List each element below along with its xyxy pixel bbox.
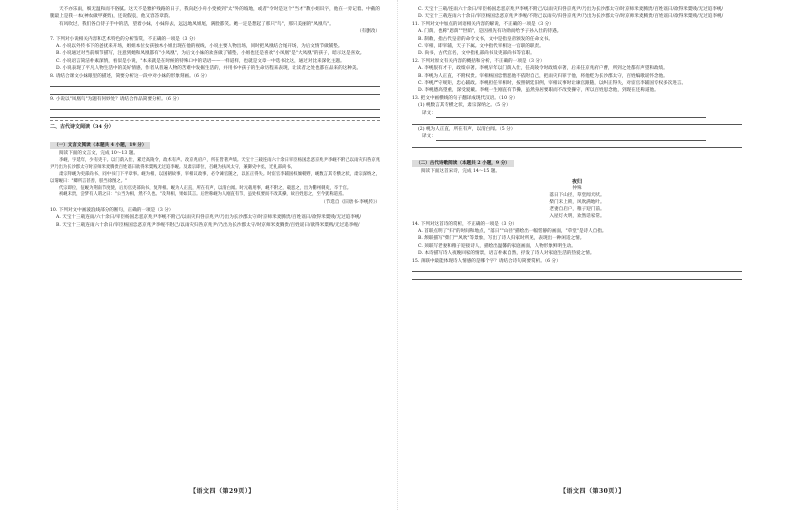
passage-paragraph: 李岘，字延年，少有吏干。以门荫入仕，累迁高陵令，政术有声。改京兆府户，所在皆著声绩。天宝十三载连雨六十余日宰臣杨国忠恶京兆尹李岘不附己以雨灾归咎京兆尹乃出为长沙郡太守时京师米麦腾贵百姓谣曰欲得米粟贱无过追李岘。及肃宗即位，召岘为扶风太守，兼御史中丞，迁礼部尚书。 [50, 157, 380, 170]
option-a: A. 首联点明了"归"的时间和地点，"落日""山径"描绘出一幅恬静的画面，"草堂"是诗人自指。 [418, 228, 607, 234]
answer-line[interactable] [436, 112, 706, 118]
section-title: 二、古代诗文阅读（34 分） [50, 124, 114, 131]
answer-line[interactable] [412, 265, 742, 272]
option-c: C. 小说语言简洁朴素深情，看似是小说，"本来就是在时候的特殊口中的话语——一样道样，也就是文章一中选书比这，通过对比来深化主题。 [56, 58, 345, 64]
translation-answer[interactable] [412, 110, 742, 118]
option-d: D. 天宝十三载连雨六十余日/宰臣杨国忠恶京兆尹李岘/不附己以雨灾/归咎京兆尹/乃出为长沙郡太守/时京师米麦腾贵/百姓谣曰/欲得米粟贱/无过追李岘/ [418, 14, 724, 20]
option-c: C. 宰相，即宰辅，天子下属。文中指代宰相这一官职的职责。 [418, 44, 544, 50]
translation-item: (1) 岘数言其专横之状，肃宗深纳之。（5 分） [418, 103, 511, 109]
left-page [50, 6, 380, 478]
translation-item: (2) 岘为人正直，所在有声，以清白闻。（5 分） [418, 126, 516, 132]
page-footer-right: 【语文四（第30页）】 [560, 488, 625, 495]
subsection-title: （二）古代诗歌阅读（本题共 2 小题，9 分） [412, 160, 514, 167]
reading-instruction: 阅读下面的文言文，完成 10～13 题。 [59, 151, 138, 157]
poem-line: 柴门未上锁，风吹满地叶。 [549, 199, 605, 205]
source-note: （有删改） [357, 29, 380, 35]
story-paragraph: 天不亦乐雨，细无温和而不俗腻。这天不是雅护残路的日子，我向赵小舟小变被到"太"外的坡地，或者"令时是这个"当才"教小姐识字，他在一旁记着。中截的腿最上是我一本(神农做甲赛剪)，还说假袁，他又容答章韵。 [50, 7, 380, 20]
option-b: B. 天宝十三载连雨六十余日/宰臣杨国忠恶京兆尹李岘不附己/以雨灾归咎京兆尹/乃出为长沙郡太守/时京师米麦腾贵/百姓谣曰/欲得米粟贱/无过追李岘/ [56, 222, 360, 228]
option-b: B. 颔联描写"柴门""风吹"等景象，写出了诗人归家时所见，表现出一种闲适之情。 [418, 236, 585, 242]
answer-line[interactable] [50, 111, 380, 118]
option-b: B. 小说通过对当前细节描写，注意到她和凤凰都有"小凤凰"，为后文小妹的欢喜做了铺垫，小姐也还是喜欢"小凤凰"是"大凤凰"的孩子，暗示这是喜欢。 [56, 51, 365, 57]
translation-answer[interactable] [412, 133, 742, 141]
question-12: 12. 下列对原文有关内容的概括和分析，不正确的一项是（3 分） [412, 58, 545, 64]
answer-line[interactable] [436, 135, 706, 141]
poem-line: 落日下山径，草堂闻犬吠。 [549, 192, 605, 198]
answer-line[interactable] [412, 141, 742, 148]
answer-line[interactable] [50, 80, 380, 87]
poem-title: 夜归 [571, 178, 582, 185]
answer-label: 译文： [422, 134, 436, 140]
answer-line[interactable] [412, 118, 742, 125]
option-d: D. 尚书，古代官名，文中指礼部尚书及吏部尚书等官职。 [418, 51, 535, 57]
option-c: C. 颈联写老妻和稚子迎接诗人，描绘出温馨的家庭画面，人物形象鲜明生动。 [418, 243, 576, 249]
option-b: B. 李岘为人正直，不附权贵。宰相杨国忠憎恶他不依附自己，把雨灾归罪于他，将他贬为长沙郡太守，百姓编歌谣怀念他。 [418, 73, 668, 79]
answer-label: 译文： [422, 110, 436, 116]
story-paragraph: 有风吹过，我们各自待子手中的活，望着小妹，小妹你去，远远地凤姐尾，满脸都笑。她一定是想起了那只"鸟"，那只美丽的"凤凰鸟"。 [59, 21, 334, 27]
section-divider [50, 120, 380, 121]
option-a: A. 门荫，也称"恩荫""世荫"，是因祖先有功勋而给予子孙入仕的待遇。 [418, 29, 562, 35]
question-9: 9. 小说以"凤凰鸟"为题有何妙处？请结合作品简要分析。（6 分） [50, 97, 182, 103]
answer-line[interactable] [412, 273, 742, 280]
option-a: A. 天宝十三载连雨/六十余日/宰臣杨国忠恶京兆尹李岘不附己/以雨灾归咎京兆尹/乃出为长沙郡太守/时京师米麦腾贵/百姓谣曰/欲得米粟贱/无过追李岘/ [56, 215, 361, 221]
passage-source: （节选自《旧唐书·李岘传》） [321, 200, 380, 206]
poem-line: 入屋灯火明，欢然话家常。 [549, 214, 605, 220]
question-8: 8. 请结合课文小妹眼里的描述，简要分析这一段中对小妹的形象刻画。（6 分） [50, 73, 210, 79]
question-10: 10. 下列对文中画波浪线部分的断句，正确的一项是（3 分） [50, 207, 174, 213]
right-page [412, 6, 742, 478]
question-13: 13. 把文中画横线的句子翻译成现代汉语。（10 分） [412, 95, 518, 101]
option-d: D. 本诗描写诗人夜晚回家的情景，语言朴素自然，抒发了诗人对家庭生活的热爱之情。 [418, 251, 595, 257]
answer-line[interactable] [50, 88, 380, 95]
option-b: B. 制敕，指古代皇帝的命令文书，文中是指皇帝颁发的任命文书。 [418, 36, 553, 42]
option-a: A. 李岘很有才干，政绩卓著。李岘早年以门荫入仕，任高陵令时政绩卓著，后来任京兆府户曹，所到之处都有声望和政绩。 [418, 66, 668, 72]
subsection-title: （一）文言文阅读（本题共 4 小题，19 分） [50, 142, 150, 149]
poem-line: 老妻自启户，稚子迎门前。 [549, 207, 605, 213]
page-footer-left: 【语文四（第29页）】 [190, 488, 255, 495]
question-14: 14. 下列对这首诗的赏析，不正确的一项是（3 分） [412, 221, 518, 227]
question-15: 15. 颈联中最能体现诗人情感的是哪个字？请结合诗句简要赏析。（6 分） [412, 258, 561, 264]
option-c: C. 李岘严守规矩，忠心辅政。李岘担任宰相时，按照朝廷旧例，宰相议事时让谏官跟随，以纠正得失，对宦官李辅国专权多次进言。 [418, 81, 687, 87]
page-divider [397, 0, 398, 510]
poem-instruction: 阅读下面这首宋诗，完成 14～15 题。 [421, 169, 500, 175]
question-7: 7. 下列对小说相关内容和艺术特色的分析鉴赏，不正确的一项是（3 分） [50, 36, 199, 42]
option-d: D. 李岘德高望重，深受爱戴。李岘一生刚直有节操，虽然身居要职而不改变操守，所以百姓思念他，到现在还称道他。 [418, 88, 659, 94]
passage-paragraph: 代宗即位，征岘为荆南节度使，后历官吏部尚书，复拜相。岘为人正直，所在有声，以清白闻。时元载用事，岘不附之，载恶之，出为衢州刺史，卒于官。 [59, 185, 352, 191]
option-c: C. 天宝十三载/连雨六十余日/宰臣杨国忠恶京兆尹李岘不附己/以雨灾归咎京兆尹/乃出为长沙郡太守/时京师米麦腾贵/百姓谣曰/欲得米粟贱/无过追李岘/ [418, 7, 724, 12]
passage-paragraph: 肃宗拜岘为吏部尚书、同中书门下平章事。岘为相，以国朝故事，宰相议政事，必令谏官随之，以匡正得失。时宦官李辅国权倾朝野，岘数言其专横之状，肃宗深纳之，以谓岘曰："卿所言甚善，朕当徐图之。" [50, 171, 380, 184]
option-d: D. 小说表现了平凡人物生活中的美好情感，作者从普遍人物的苦难中发掘生活的，并用书中孩子的生命历程来表现，让读者之处也都在品来的这种美。 [56, 66, 362, 72]
option-a: A. 小说以外传书下的爸扰来开场，姐姐本位女孩独木小姐出现在他的视线，小说主要人物出场，同时把凤凰结合尾开场，为后文情节做铺垫。 [56, 44, 343, 50]
answer-line[interactable] [50, 103, 380, 110]
question-11: 11. 下列对文中加点的词语相关内容的解说，不正确的一项是（3 分） [412, 21, 554, 27]
passage-paragraph: 初岘未贵，尝梦有人谓之曰："公当为相，然不久也。"及拜相，果如其言。后世称岘为人刚直有节，虽处权要而不改其操，故百姓思之，至今犹称道焉。 [59, 192, 347, 198]
poem-author: 仲殊 [572, 185, 582, 191]
